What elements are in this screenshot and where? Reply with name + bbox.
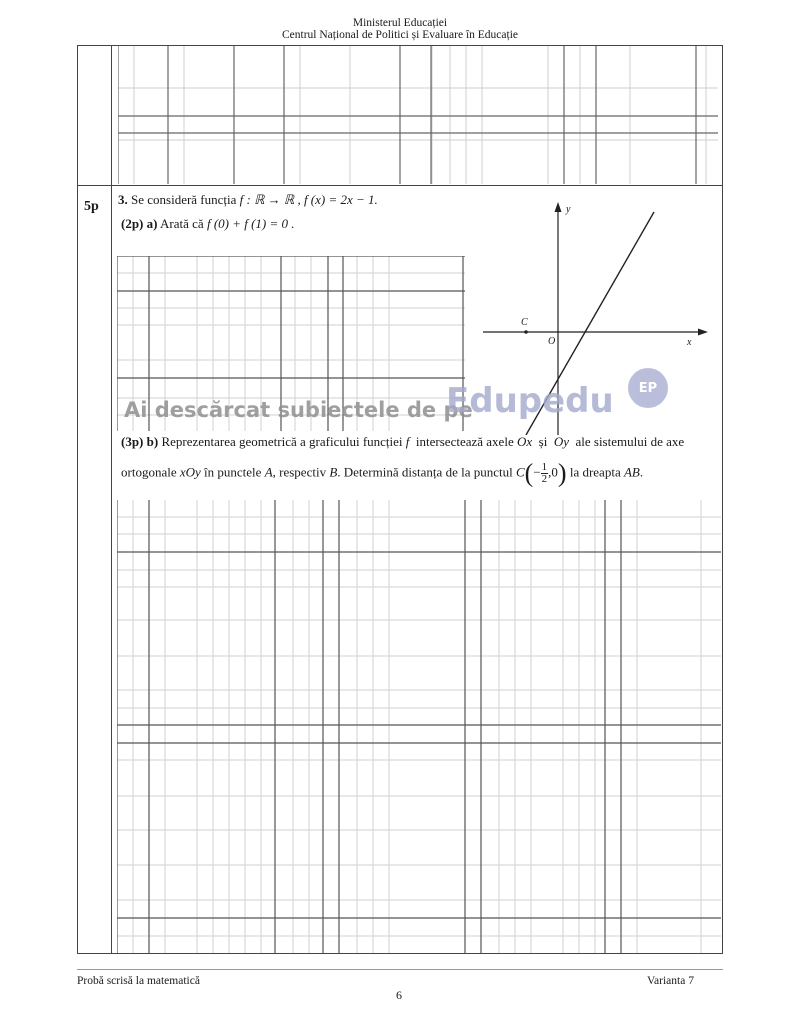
- question-number: 3.: [118, 192, 128, 207]
- part-b-line1: [121, 434, 684, 450]
- part-b-line2: [121, 458, 644, 488]
- part-a-expression: f (0) + f (1) = 0 .: [206, 216, 295, 231]
- answer-grid-part-b: [117, 500, 721, 953]
- point-c: [524, 330, 528, 334]
- axis-ox: Ox: [516, 434, 533, 449]
- point-b-label: B: [329, 464, 338, 480]
- part-b-points: (3p): [121, 434, 144, 449]
- graph-origin-label: O: [548, 336, 556, 347]
- footer-exam-name: Probă scrisă la matematică: [77, 975, 200, 987]
- part-b-text: Reprezentarea geometrică a graficului funcției: [161, 434, 403, 449]
- point-c-label: C: [515, 464, 525, 480]
- fraction-denominator: 2: [541, 473, 548, 485]
- part-b-text: ale sistemului de axe: [575, 434, 685, 449]
- part-b-text: la dreapta: [569, 464, 621, 480]
- function-definition: f : ℝ → ℝ , f (x) = 2x − 1.: [239, 192, 378, 207]
- question-points: 5p: [84, 199, 99, 214]
- watermark-brand: Edupedu: [446, 381, 614, 421]
- part-a-points: (2p): [121, 216, 144, 231]
- footer-rule: [77, 969, 723, 970]
- answer-grid-top: [118, 46, 718, 184]
- part-b-text: și: [538, 434, 548, 449]
- question-statement: [118, 192, 378, 208]
- part-b-text: .: [639, 464, 644, 480]
- paren-right: ): [557, 458, 567, 488]
- graph-x-label: x: [687, 337, 692, 348]
- graph-point-c-label: C: [521, 317, 528, 328]
- x-axis-arrow: [698, 329, 708, 336]
- fraction-numerator: 1: [541, 461, 548, 473]
- statement-prefix: Se consideră funcția: [131, 192, 237, 207]
- part-b-text: . Determină distanța de la punctul: [337, 464, 513, 480]
- header-ministry: Ministerul Educației: [352, 17, 448, 29]
- point-c-y: ,0: [548, 464, 558, 480]
- minus-sign: −: [533, 464, 541, 480]
- axis-oy: Oy: [553, 434, 569, 449]
- paren-left: (: [524, 458, 534, 488]
- part-a-letter: a): [146, 216, 158, 231]
- page-header: [0, 17, 800, 41]
- part-b-f: f: [405, 434, 410, 449]
- part-a: [121, 216, 295, 232]
- part-b-text: intersectează axele: [415, 434, 514, 449]
- part-b-text: în punctele: [204, 464, 262, 480]
- graph-y-label: y: [566, 204, 571, 215]
- watermark-text: Ai descărcat subiectele de pe: [124, 398, 473, 422]
- line-ab-label: AB: [623, 464, 640, 480]
- footer-variant: Varianta 7: [647, 975, 694, 987]
- row-divider: [77, 185, 723, 186]
- watermark-badge: [628, 368, 668, 408]
- part-b-text: , respectiv: [272, 464, 327, 480]
- part-a-text: Arată că: [160, 216, 204, 231]
- points-column-divider: [111, 45, 112, 954]
- y-axis-arrow: [555, 202, 562, 212]
- part-b-letter: b): [146, 434, 159, 449]
- watermark-badge-label: EP: [638, 380, 658, 396]
- page-number: 6: [396, 988, 402, 1002]
- point-a-label: A: [264, 464, 273, 480]
- system-xoy: xOy: [179, 464, 201, 480]
- header-center: Centrul Național de Politici și Evaluare în Educație: [281, 29, 518, 41]
- part-b-text: ortogonale: [121, 464, 177, 480]
